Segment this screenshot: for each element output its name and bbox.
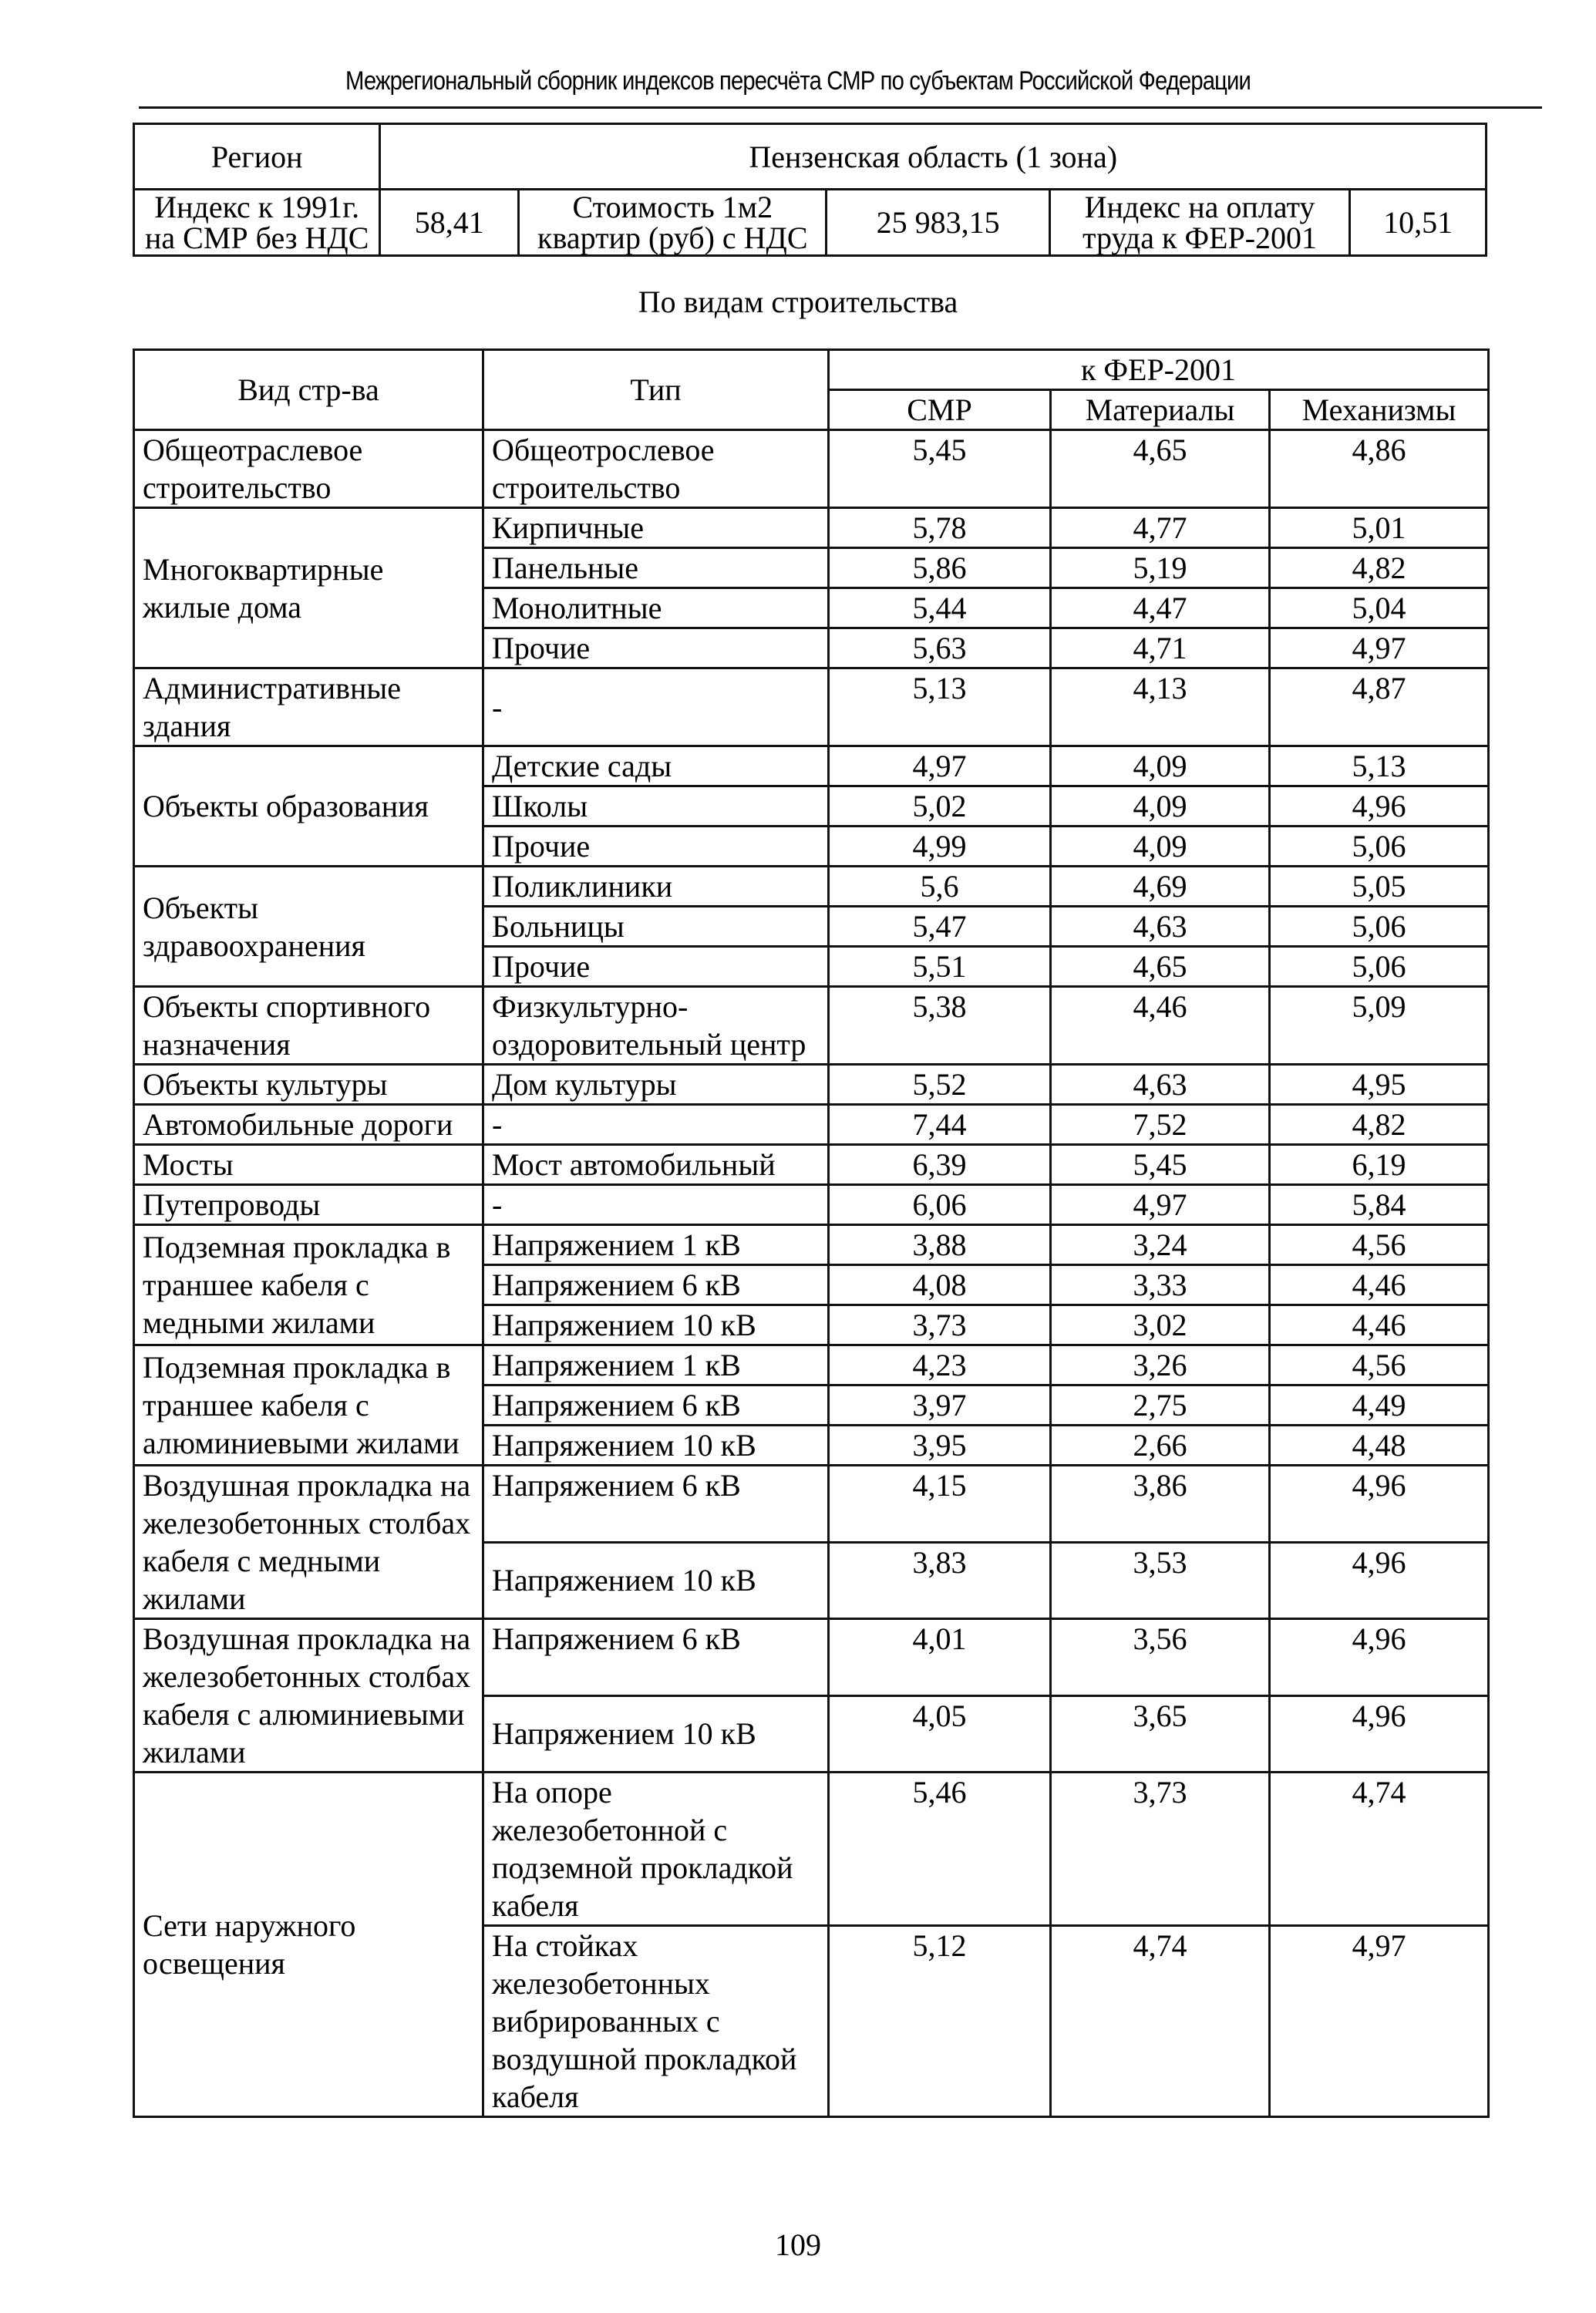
cell-materials: 3,73 [1051,1773,1270,1926]
cell-materials: 4,46 [1051,987,1270,1065]
cell-machines: 4,97 [1270,628,1489,668]
cell-type: Поликлиники [483,867,829,907]
cell-machines: 4,74 [1270,1773,1489,1926]
cell-materials: 4,71 [1051,628,1270,668]
cell-materials: 7,52 [1051,1105,1270,1145]
cell-type: Школы [483,786,829,827]
header-fer2001: к ФЕР-2001 [829,350,1489,390]
cell-kind: Объекты спортивного назначения [134,987,483,1065]
cell-type: Дом культуры [483,1065,829,1105]
table-row [134,1185,1489,1225]
cell-machines: 4,96 [1270,1542,1489,1619]
cell-materials: 3,33 [1051,1265,1270,1305]
cell-smr: 3,73 [829,1305,1051,1345]
table-row [134,1466,1489,1543]
cell-materials: 5,45 [1051,1145,1270,1185]
cell-materials: 4,09 [1051,786,1270,827]
cell-kind: Воздушная прокладка на железобетонных столбах кабеля с медными жилами [134,1466,483,1619]
cell-materials: 4,13 [1051,668,1270,746]
cell-kind: Подземная прокладка в траншее кабеля с алюминиевыми жилами [134,1345,483,1466]
cell-machines: 4,82 [1270,1105,1489,1145]
cell-type: На стойках железобетонных вибрированных с воздушной прокладкой кабеля [483,1926,829,2117]
construction-index-table [133,348,1490,2118]
cost-label: Стоимость 1м2 квартир (руб) с НДС [519,190,827,256]
cell-smr: 5,63 [829,628,1051,668]
cell-materials: 4,69 [1051,867,1270,907]
cell-machines: 4,96 [1270,786,1489,827]
cell-machines: 4,46 [1270,1305,1489,1345]
cell-kind: Объекты культуры [134,1065,483,1105]
cell-type: Напряжением 10 кВ [483,1426,829,1466]
cell-type: Физкультурно-оздоровительный центр [483,987,829,1065]
header-rule [139,106,1542,109]
cell-materials: 2,66 [1051,1426,1270,1466]
cell-type: Кирпичные [483,508,829,548]
cell-materials: 4,74 [1051,1926,1270,2117]
cell-smr: 5,6 [829,867,1051,907]
cell-smr: 3,97 [829,1385,1051,1426]
cell-smr: 5,78 [829,508,1051,548]
cell-type: Напряжением 1 кВ [483,1225,829,1265]
cell-type: Детские сады [483,746,829,786]
table-row [134,1105,1489,1145]
cell-materials: 3,65 [1051,1695,1270,1773]
cell-machines: 5,09 [1270,987,1489,1065]
cell-materials: 4,09 [1051,746,1270,786]
cell-type: Напряжением 10 кВ [483,1305,829,1345]
cell-type: Напряжением 6 кВ [483,1265,829,1305]
cell-machines: 4,97 [1270,1926,1489,2117]
cell-kind: Воздушная прокладка на железобетонных столбах кабеля с алюминиевыми жилами [134,1619,483,1773]
table-body [134,430,1489,2117]
cell-type: Напряжением 6 кВ [483,1466,829,1543]
section-subtitle: По видам строительства [638,284,958,319]
index1991-label: Индекс к 1991г. на СМР без НДС [134,190,380,256]
cell-smr: 7,44 [829,1105,1051,1145]
cell-materials: 4,09 [1051,827,1270,867]
cell-smr: 5,46 [829,1773,1051,1926]
cell-machines: 4,48 [1270,1426,1489,1466]
cell-machines: 5,05 [1270,867,1489,907]
cell-smr: 4,23 [829,1345,1051,1385]
table-row [134,1225,1489,1265]
cell-machines: 4,56 [1270,1225,1489,1265]
cell-kind: Мосты [134,1145,483,1185]
cell-type: Прочие [483,628,829,668]
cell-type: Напряжением 6 кВ [483,1619,829,1696]
cell-type: Напряжением 10 кВ [483,1695,829,1773]
cell-smr: 6,39 [829,1145,1051,1185]
cell-smr: 4,01 [829,1619,1051,1696]
cell-type: Прочие [483,827,829,867]
cell-type: Напряжением 6 кВ [483,1385,829,1426]
cell-machines: 5,06 [1270,947,1489,987]
region-value: Пензенская область (1 зона) [380,124,1487,190]
cell-smr: 5,38 [829,987,1051,1065]
cell-smr: 5,86 [829,548,1051,588]
cell-kind: Автомобильные дороги [134,1105,483,1145]
labor-index-value: 10,51 [1350,190,1487,256]
region-summary-table [133,123,1487,257]
cell-smr: 4,15 [829,1466,1051,1543]
cell-materials: 3,02 [1051,1305,1270,1345]
cell-materials: 4,63 [1051,907,1270,947]
header-smr: СМР [829,390,1051,430]
cell-smr: 4,97 [829,746,1051,786]
cell-machines: 4,87 [1270,668,1489,746]
cell-smr: 5,44 [829,588,1051,628]
cell-machines: 5,06 [1270,907,1489,947]
cell-smr: 5,45 [829,430,1051,508]
cell-smr: 4,08 [829,1265,1051,1305]
table-row [134,867,1489,907]
cell-smr: 3,95 [829,1426,1051,1466]
cell-materials: 4,97 [1051,1185,1270,1225]
cell-kind: Многоквартирные жилые дома [134,508,483,668]
table-row [134,430,1489,508]
cell-materials: 4,63 [1051,1065,1270,1105]
cell-materials: 4,65 [1051,947,1270,987]
table-row [134,1345,1489,1385]
cell-smr: 5,51 [829,947,1051,987]
cell-materials: 4,77 [1051,508,1270,548]
cell-machines: 4,56 [1270,1345,1489,1385]
cell-type: Напряжением 1 кВ [483,1345,829,1385]
cell-machines: 5,13 [1270,746,1489,786]
labor-index-label: Индекс на оплату труда к ФЕР-2001 [1049,190,1349,256]
cell-materials: 2,75 [1051,1385,1270,1426]
cell-machines: 4,82 [1270,548,1489,588]
cell-kind: Путепроводы [134,1185,483,1225]
table-row [134,1773,1489,1926]
cell-materials: 3,56 [1051,1619,1270,1696]
cell-smr: 5,02 [829,786,1051,827]
index1991-value: 58,41 [380,190,519,256]
cell-kind: Общеотраслевое строительство [134,430,483,508]
cell-kind: Объекты образования [134,746,483,867]
cell-type: Монолитные [483,588,829,628]
cell-kind: Административные здания [134,668,483,746]
table-row [134,1145,1489,1185]
cell-machines: 5,06 [1270,827,1489,867]
cell-materials: 3,86 [1051,1466,1270,1543]
table-row [134,987,1489,1065]
cell-smr: 6,06 [829,1185,1051,1225]
cell-type: Общеотрослевое строительство [483,430,829,508]
cell-materials: 4,47 [1051,588,1270,628]
table-row [134,668,1489,746]
cell-machines: 5,01 [1270,508,1489,548]
cell-type: Панельные [483,548,829,588]
table-row [134,508,1489,548]
header-materials: Материалы [1051,390,1270,430]
table-row [134,1619,1489,1696]
cell-type: - [483,1105,829,1145]
cell-machines: 5,84 [1270,1185,1489,1225]
cell-smr: 3,88 [829,1225,1051,1265]
cell-machines: 4,96 [1270,1695,1489,1773]
cell-kind: Объекты здравоохранения [134,867,483,987]
cost-value: 25 983,15 [827,190,1049,256]
cell-machines: 4,95 [1270,1065,1489,1105]
cell-kind: Подземная прокладка в траншее кабеля с медными жилами [134,1225,483,1345]
cell-materials: 5,19 [1051,548,1270,588]
cell-type: Больницы [483,907,829,947]
cell-type: Мост автомобильный [483,1145,829,1185]
cell-machines: 4,49 [1270,1385,1489,1426]
cell-smr: 5,47 [829,907,1051,947]
page-header: Межрегиональный сборник индексов пересчёта СМР по субъектам Российской Федерации [345,66,1251,96]
cell-smr: 5,13 [829,668,1051,746]
cell-type: - [483,1185,829,1225]
cell-materials: 3,53 [1051,1542,1270,1619]
page-number: 109 [775,2227,821,2262]
cell-smr: 5,12 [829,1926,1051,2117]
cell-machines: 4,46 [1270,1265,1489,1305]
cell-kind: Сети наружного освещения [134,1773,483,2117]
cell-machines: 4,96 [1270,1619,1489,1696]
cell-machines: 5,04 [1270,588,1489,628]
cell-materials: 3,26 [1051,1345,1270,1385]
cell-type: - [483,668,829,746]
region-label: Регион [134,124,380,190]
header-machines: Механизмы [1270,390,1489,430]
table-row [134,1065,1489,1105]
cell-type: Прочие [483,947,829,987]
cell-materials: 3,24 [1051,1225,1270,1265]
cell-smr: 4,05 [829,1695,1051,1773]
header-kind: Вид стр-ва [134,350,483,430]
table-row [134,746,1489,786]
cell-smr: 4,99 [829,827,1051,867]
cell-machines: 4,96 [1270,1466,1489,1543]
cell-smr: 3,83 [829,1542,1051,1619]
cell-machines: 6,19 [1270,1145,1489,1185]
cell-machines: 4,86 [1270,430,1489,508]
cell-smr: 5,52 [829,1065,1051,1105]
cell-type: Напряжением 10 кВ [483,1542,829,1619]
cell-type: На опоре железобетонной с подземной прокладкой кабеля [483,1773,829,1926]
cell-materials: 4,65 [1051,430,1270,508]
header-type: Тип [483,350,829,430]
